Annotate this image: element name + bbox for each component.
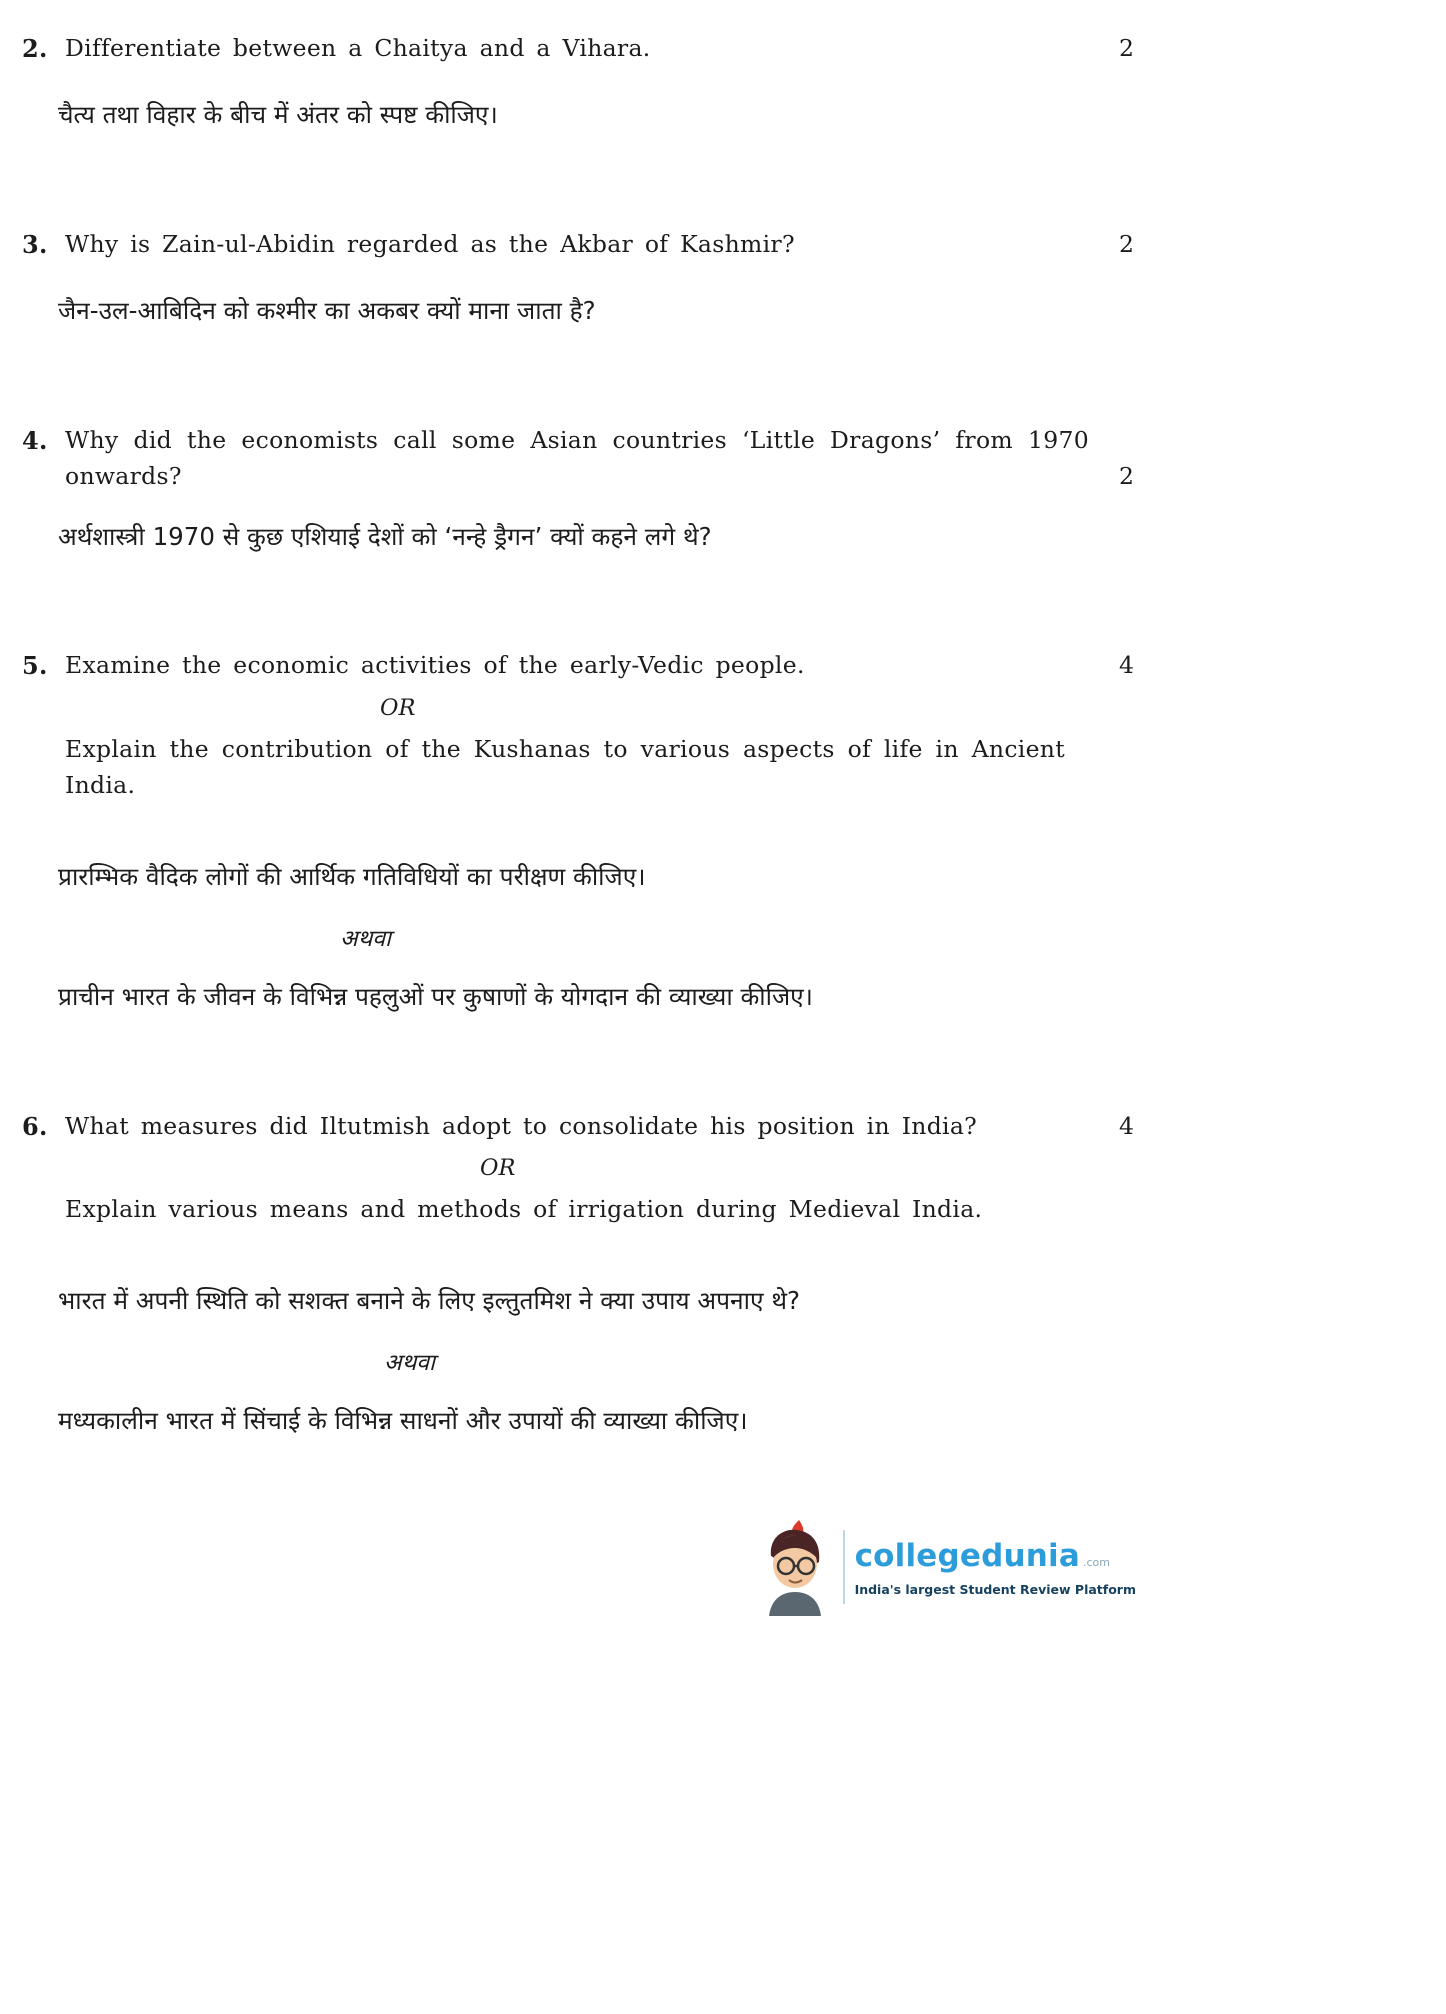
question-6-english-alt: Explain various means and methods of irrigation during Medieval India.: [65, 1195, 983, 1224]
question-3-row: [22, 226, 1134, 263]
question-2: [22, 30, 1134, 134]
question-2-english: Differentiate between a Chaitya and a Vihara.: [65, 34, 651, 62]
question-5-english: Examine the economic activities of the early-Vedic people.: [65, 651, 805, 680]
logo-separator: [843, 1530, 845, 1604]
question-4-english: Why did the economists call some Asian countries ‘Little Dragons’ from 1970 onwards?: [65, 425, 1089, 491]
question-5-or-hindi: अथवा: [340, 926, 392, 953]
question-2-number: 2.: [22, 34, 48, 63]
brand-suffix: .com: [1083, 1555, 1111, 1569]
question-3-number: 3.: [22, 229, 48, 259]
question-4-hindi: अर्थशास्त्री 1970 से कुछ एशियाई देशों को ‘नन्हे ड्रैगन’ क्यों कहने लगे थे?: [58, 521, 712, 551]
question-4: [22, 422, 1134, 556]
question-5-marks: 4: [1119, 651, 1134, 680]
question-5-hindi: प्रारम्भिक वैदिक लोगों की आर्थिक गतिविधियों का परीक्षण कीजिए।: [58, 861, 646, 891]
question-6-or-hindi: अथवा: [384, 1350, 436, 1377]
question-6-marks: 4: [1119, 1112, 1134, 1140]
question-4-number: 4.: [22, 425, 48, 455]
mascot-icon: [755, 1518, 833, 1616]
question-3: [22, 226, 1134, 330]
question-4-marks: 2: [1119, 462, 1134, 491]
question-6-hindi: भारत में अपनी स्थिति को सशक्त बनाने के लिए इल्तुतमिश ने क्या उपाय अपनाए थे?: [58, 1285, 800, 1315]
question-2-row: [22, 30, 1134, 67]
question-6-row: [22, 1108, 1134, 1145]
collegedunia-logo: [755, 1518, 1136, 1616]
question-3-english: Why is Zain-ul-Abidin regarded as the Akbar of Kashmir?: [65, 229, 795, 258]
question-5-row: [22, 647, 1134, 684]
brand-tagline: India's largest Student Review Platform: [854, 1581, 1136, 1597]
question-3-hindi: जैन-उल-आबिदिन को कश्मीर का अकबर क्यों माना जाता है?: [58, 296, 596, 326]
footer: [0, 1518, 1446, 1676]
question-5: [22, 647, 1134, 1016]
question-3-marks: 2: [1119, 229, 1134, 258]
question-5-number: 5.: [22, 651, 48, 681]
question-6-hindi-alt: मध्यकालीन भारत में सिंचाई के विभिन्न साधनों और उपायों की व्याख्या कीजिए।: [58, 1406, 748, 1436]
question-6-english: What measures did Iltutmish adopt to consolidate his position in India?: [65, 1112, 978, 1140]
question-6-number: 6.: [22, 1112, 48, 1141]
question-5-hindi-alt: प्राचीन भारत के जीवन के विभिन्न पहलुओं पर कुषाणों के योगदान की व्याख्या कीजिए।: [58, 982, 813, 1012]
question-6: [22, 1108, 1134, 1440]
question-6-or-english: OR: [480, 1155, 516, 1182]
question-2-marks: 2: [1119, 34, 1134, 62]
question-4-row: [22, 422, 1134, 495]
brand-line: [855, 1538, 1136, 1574]
logo-text-block: [855, 1538, 1136, 1597]
question-5-or-english: OR: [380, 694, 416, 721]
question-5-english-alt: Explain the contribution of the Kushanas to various aspects of life in Ancient India.: [65, 734, 1065, 800]
brand-name: collegedunia: [854, 1537, 1081, 1574]
question-2-hindi: चैत्य तथा विहार के बीच में अंतर को स्पष्ट कीजिए।: [58, 100, 498, 130]
